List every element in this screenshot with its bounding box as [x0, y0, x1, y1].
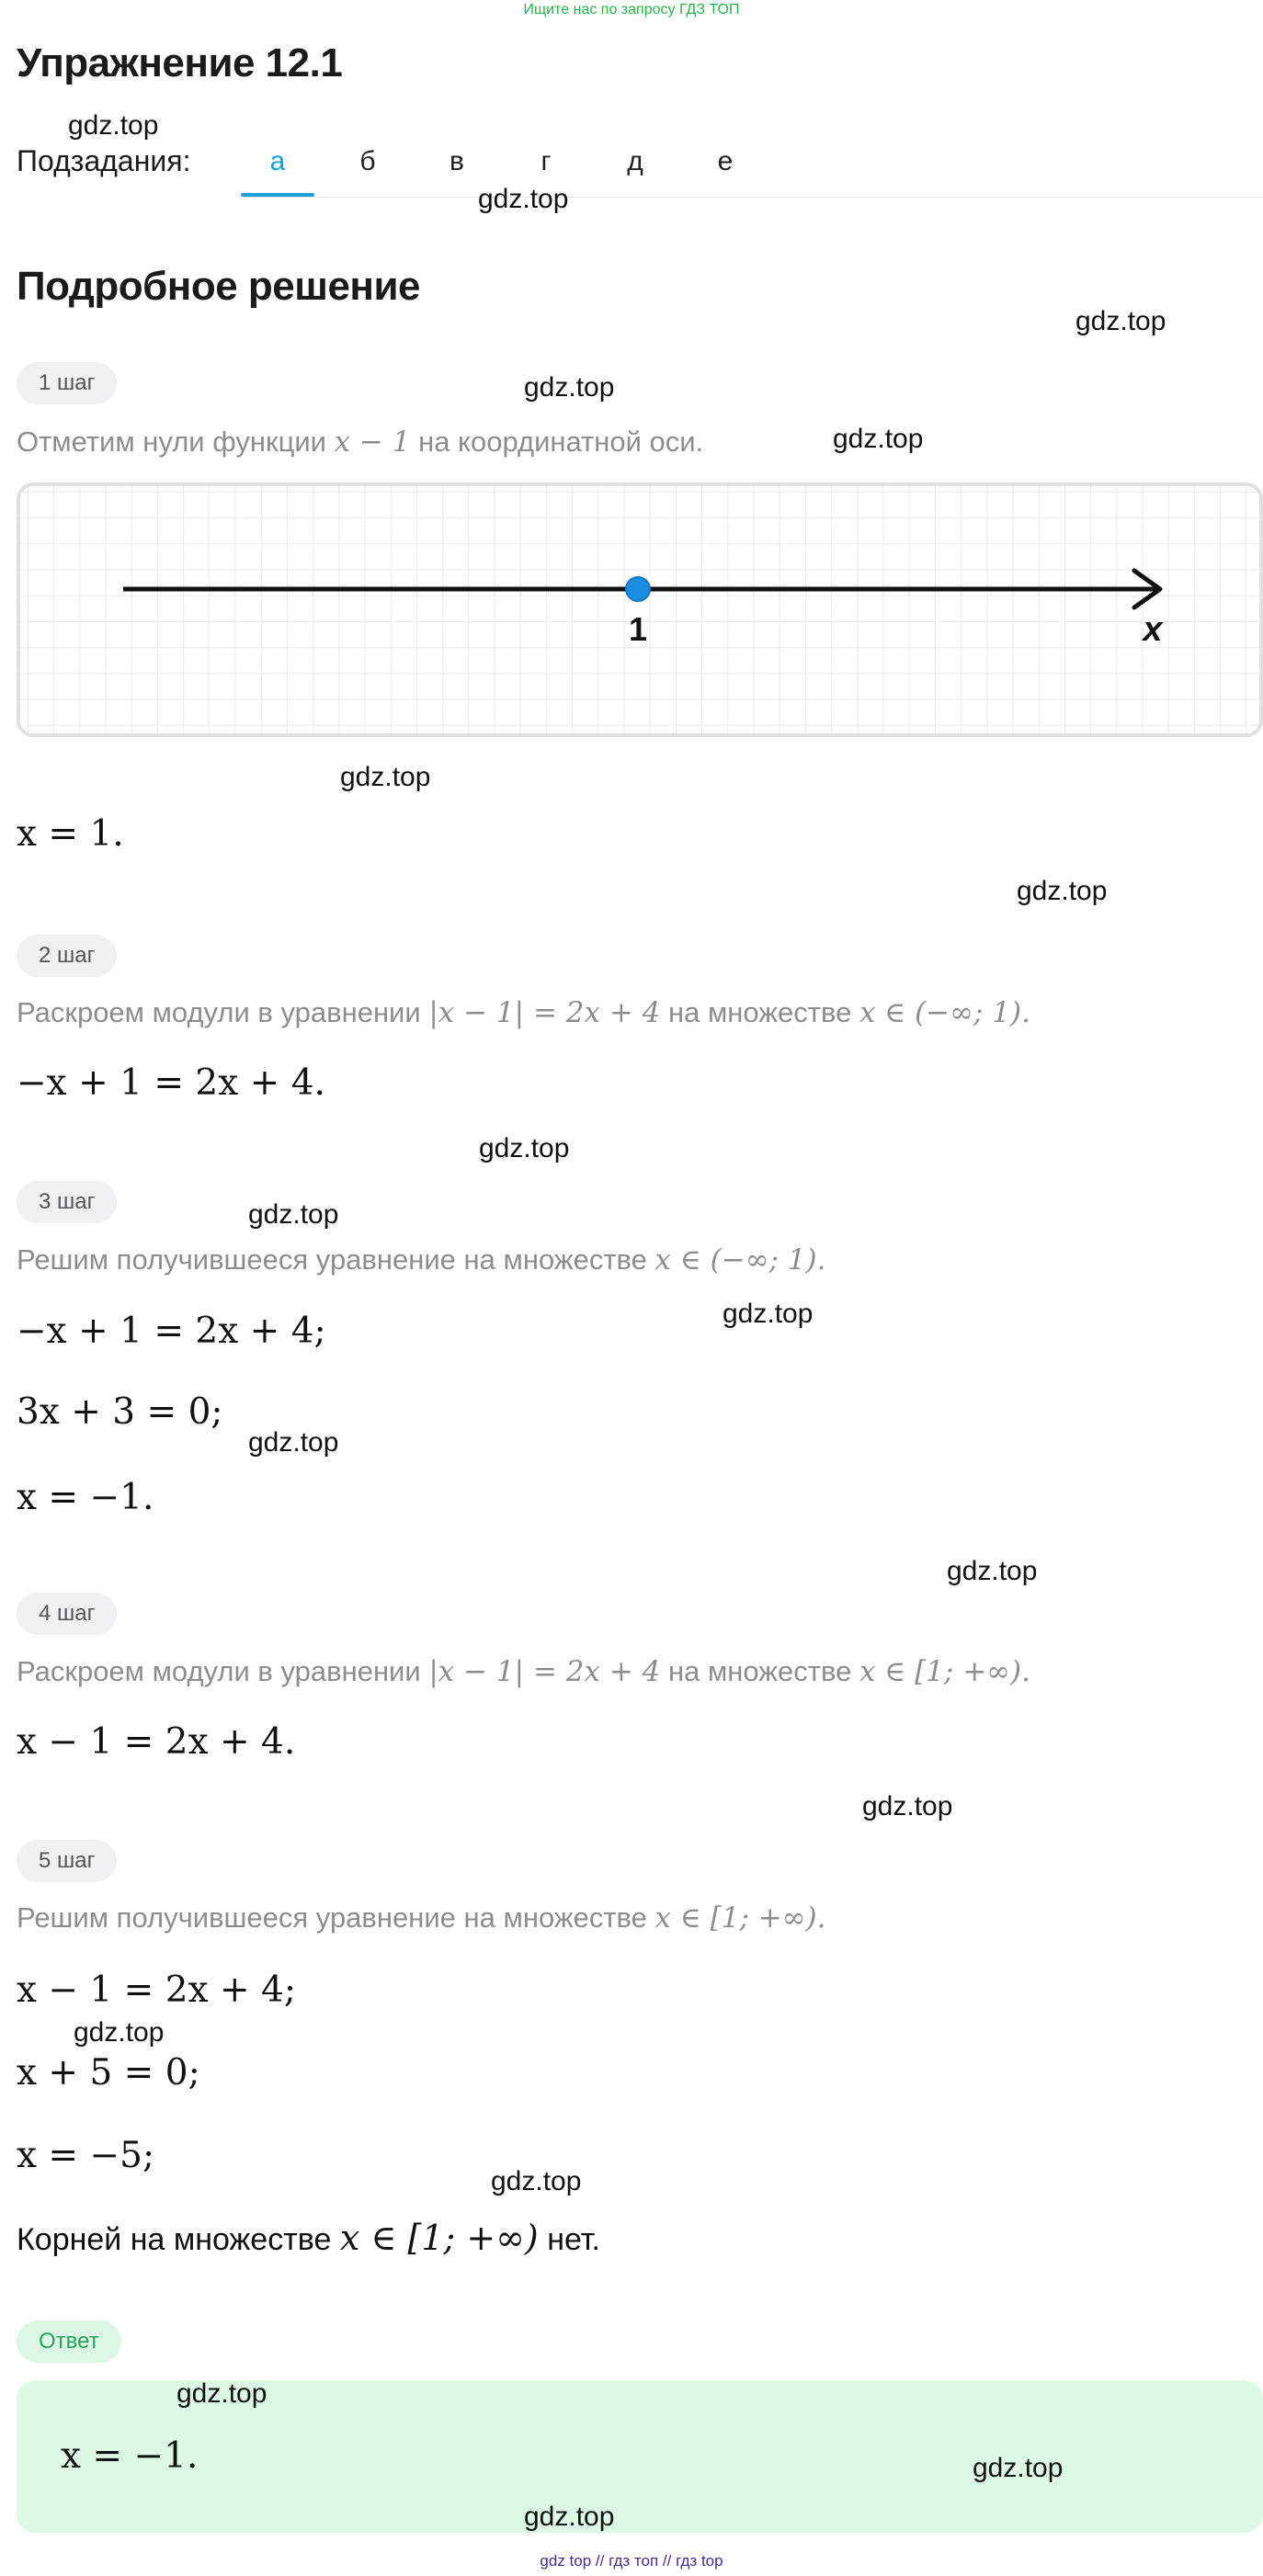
tab-a[interactable]: а — [241, 138, 314, 199]
watermark: gdz.top — [340, 762, 431, 792]
watermark: gdz.top — [833, 424, 924, 454]
watermark: gdz.top — [248, 1427, 339, 1458]
watermark: gdz.top — [524, 2502, 615, 2532]
step-2-badge: 2 шаг — [17, 935, 117, 977]
page-title: Упражнение 12.1 — [17, 40, 343, 85]
watermark: gdz.top — [176, 2378, 267, 2409]
watermark: gdz.top — [478, 184, 569, 214]
step-5-line-2: x + 5 = 0; — [17, 2052, 200, 2094]
tab-b[interactable]: б — [359, 146, 376, 176]
watermark: gdz.top — [491, 2166, 582, 2196]
step-1-badge: 1 шаг — [17, 362, 117, 404]
watermark: gdz.top — [248, 1199, 339, 1230]
point-label: 1 — [628, 610, 648, 648]
step-1-result: x = 1. — [17, 813, 124, 855]
tab-v[interactable]: в — [449, 146, 464, 176]
step-4-badge: 4 шаг — [17, 1593, 117, 1635]
step-3-description: Решим получившееся уравнение на множестве x ∈ (−∞; 1). — [17, 1243, 826, 1277]
step-2-equation: −x + 1 = 2x + 4. — [17, 1062, 325, 1104]
watermark: gdz.top — [1075, 306, 1166, 336]
watermark: gdz.top — [479, 1133, 570, 1163]
answer-value: x = −1. — [61, 2435, 199, 2477]
axis-label-x: x — [1143, 610, 1163, 649]
number-line-figure — [17, 482, 1263, 737]
section-title: Подробное решение — [17, 264, 421, 309]
watermark: gdz.top — [973, 2453, 1064, 2483]
step-3-badge: 3 шаг — [17, 1181, 117, 1223]
answer-badge: Ответ — [17, 2321, 121, 2363]
step-3-line-1: −x + 1 = 2x + 4; — [17, 1311, 326, 1352]
step-5-line-1: x − 1 = 2x + 4; — [17, 1969, 296, 2011]
subtasks-label: Подзадания: — [17, 144, 191, 177]
step-3-line-3: x = −1. — [17, 1477, 154, 1518]
step-5-line-3: x = −5; — [17, 2135, 155, 2176]
watermark: gdz.top — [947, 1556, 1038, 1586]
tab-e[interactable]: е — [717, 146, 734, 176]
step-2-description: Раскроем модули в уравнении |x − 1| = 2x + 4 на множестве x ∈ (−∞; 1). — [17, 996, 1030, 1029]
top-banner: Ищите нас по запросу ГДЗ ТОП — [523, 2, 740, 17]
tab-g[interactable]: г — [540, 146, 552, 176]
tabs-divider — [241, 197, 1263, 198]
number-line-svg — [20, 486, 1259, 733]
step-5-badge: 5 шаг — [17, 1840, 117, 1882]
step-5-conclusion: Корней на множестве x ∈ [1; +∞) нет. — [17, 2218, 601, 2258]
watermark: gdz.top — [723, 1299, 814, 1329]
step-4-description: Раскроем модули в уравнении |x − 1| = 2x + 4 на множестве x ∈ [1; +∞). — [17, 1655, 1030, 1688]
step-1-desc-math: x − 1 — [334, 426, 411, 459]
step-3-line-2: 3x + 3 = 0; — [17, 1391, 223, 1433]
step-5-description: Решим получившееся уравнение на множестве x ∈ [1; +∞). — [17, 1901, 826, 1935]
watermark: gdz.top — [862, 1791, 953, 1821]
watermark: gdz.top — [1017, 876, 1108, 906]
watermark: gdz.top — [74, 2017, 165, 2048]
watermark: gdz.top — [68, 110, 159, 141]
tab-d[interactable]: д — [627, 146, 643, 176]
step-4-equation: x − 1 = 2x + 4. — [17, 1721, 296, 1763]
watermark: gdz.top — [524, 372, 615, 403]
step-1-description: Отметим нули функции x − 1 на координатной оси. — [17, 426, 704, 459]
zero-point-marker — [626, 577, 650, 601]
footer-links: gdz top // гдз топ // гдз top — [540, 2552, 723, 2570]
